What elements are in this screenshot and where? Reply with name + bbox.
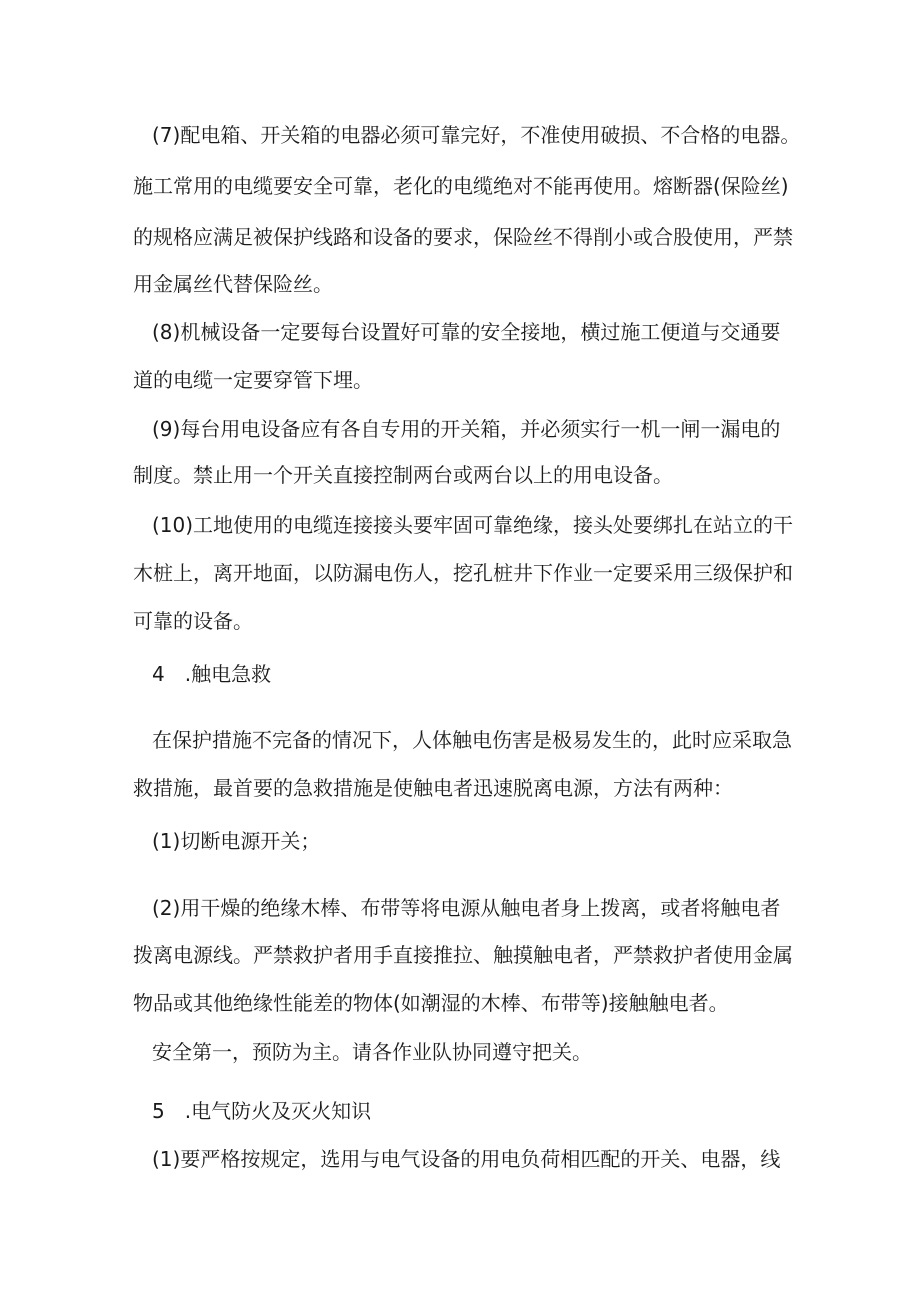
text-line: (7)配电箱、开关箱的电器必须可靠完好，不准使用破损、不合格的电器。 [152,123,801,147]
section-heading: 5 .电气防火及灭火知识 [152,1099,372,1123]
text-line: 用金属丝代替保险丝。 [133,272,333,296]
text-line: 拨离电源线。严禁救护者用手直接推拉、触摸触电者，严禁救护者使用金属 [133,943,793,967]
text-line: 制度。禁止用一个开关直接控制两台或两台以上的用电设备。 [133,463,673,487]
text-line: (9)每台用电设备应有各自专用的开关箱，并必须实行一机一闸一漏电的 [152,417,781,441]
text-line: 的规格应满足被保护线路和设备的要求，保险丝不得削小或合股使用，严禁 [133,225,793,249]
text-line: (1)要严格按规定，选用与电气设备的用电负荷相匹配的开关、电器，线 [152,1147,781,1171]
text-line: (2)用干燥的绝缘木棒、布带等将电源从触电者身上拨离，或者将触电者 [152,896,781,920]
text-line: 救措施，最首要的急救措施是使触电者迅速脱离电源，方法有两种： [133,776,733,800]
text-line: 安全第一，预防为主。请各作业队协同遵守把关。 [152,1040,592,1064]
text-line: (10)工地使用的电缆连接接头要牢固可靠绝缘，接头处要绑扎在站立的干 [152,513,794,537]
text-line: 在保护措施不完备的情况下，人体触电伤害是极易发生的，此时应采取急 [152,728,792,752]
text-line: (1)切断电源开关； [152,829,321,853]
text-line: 施工常用的电缆要安全可靠，老化的电缆绝对不能再使用。熔断器(保险丝) [133,174,789,198]
text-line: 物品或其他绝缘性能差的物体(如潮湿的木棒、布带等)接触触电者。 [133,991,729,1015]
text-line: 可靠的设备。 [133,609,253,633]
text-line: 道的电缆一定要穿管下埋。 [133,368,373,392]
section-heading: 4 .触电急救 [152,662,272,686]
text-line: 木桩上，离开地面，以防漏电伤人，挖孔桩井下作业一定要采用三级保护和 [133,561,793,585]
text-line: (8)机械设备一定要每台设置好可靠的安全接地，横过施工便道与交通要 [152,320,781,344]
